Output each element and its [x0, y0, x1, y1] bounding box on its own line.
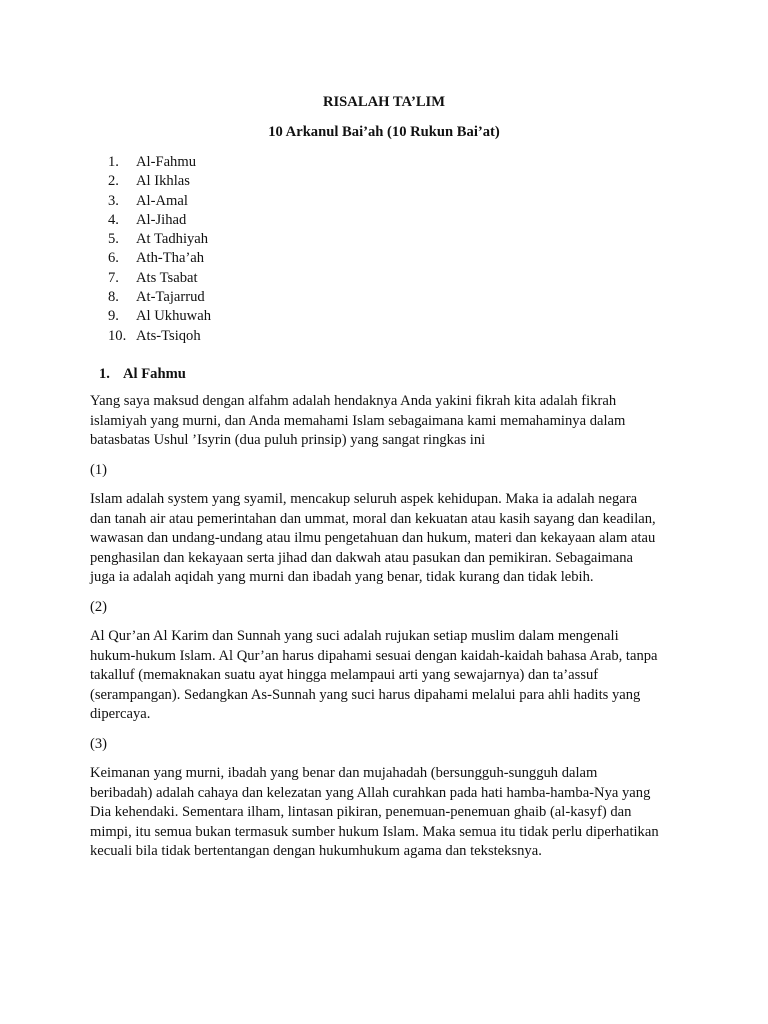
toc-item: [108, 211, 211, 230]
toc-item-number: 4.: [108, 211, 119, 228]
toc-item-number: 3.: [108, 192, 119, 209]
paragraph-line: Keimanan yang murni, ibadah yang benar dan mujahadah (bersungguh-sungguh dalam: [90, 765, 598, 781]
toc-item-label: Ats Tsabat: [136, 269, 198, 286]
paragraph-line: (serampangan). Sedangkan As-Sunnah yang suci harus dipahami melalui para ahli hadits yang: [90, 686, 641, 703]
document-subtitle: 10 Arkanul Bai’ah (10 Rukun Bai’at): [268, 124, 500, 140]
toc-item-label: Al-Amal: [136, 192, 188, 209]
toc-item: [108, 307, 211, 326]
paragraph-marker-2: (2): [90, 599, 108, 615]
paragraph-line: Al Qur’an Al Karim dan Sunnah yang suci adalah rujukan setiap muslim dalam mengenali: [90, 628, 619, 644]
section-heading: [99, 365, 186, 383]
toc-item-number: 2.: [108, 173, 119, 190]
toc-list: [108, 153, 211, 346]
paragraph-line: kecuali bila tidak bertentangan dengan hukumhukum agama dan teksteksnya.: [90, 843, 542, 859]
toc-item-label: Ath-Tha’ah: [136, 250, 205, 267]
toc-item-label: Al Ikhlas: [136, 173, 190, 190]
paragraph-line: hukum-hukum Islam. Al Qur’an harus dipahami sesuai dengan kaidah-kaidah bahasa Arab, tanpa: [90, 647, 658, 664]
paragraph-2: [90, 627, 690, 725]
paragraph-line: dan tanah air atau pemerintahan dan ummat, moral dan kekuatan atau kasih sayang dan keadilan,: [90, 510, 656, 527]
toc-item: [108, 327, 211, 346]
section-heading-number: 1.: [99, 366, 110, 382]
toc-item-number: 9.: [108, 308, 119, 325]
paragraph-line: mimpi, itu semua bukan termasuk sumber hukum Islam. Maka semua itu tidak perlu diperhatikan: [90, 823, 659, 840]
paragraph-line: wawasan dan undang-undang atau ilmu pengetahuan dan hukum, materi dan kekayaan alam atau: [90, 530, 656, 546]
toc-item: [108, 153, 211, 172]
toc-item-number: 6.: [108, 250, 119, 267]
paragraph-line: penghasilan dan kekayaan serta jihad dan dakwah atau pasukan dan pemikiran. Sebagaimana: [90, 549, 634, 566]
toc-item-number: 5.: [108, 231, 119, 248]
paragraph-line: Yang saya maksud dengan alfahm adalah hendaknya Anda yakini fikrah kita adalah fikrah: [90, 393, 617, 409]
section-heading-label: Al Fahmu: [123, 366, 186, 382]
paragraph-line: juga ia adalah aqidah yang murni dan ibadah yang benar, tidak kurang dan tidak lebih.: [90, 569, 594, 585]
paragraph-marker-3: (3): [90, 736, 108, 752]
toc-item-label: Ats-Tsiqoh: [136, 327, 201, 344]
toc-item: [108, 172, 211, 191]
toc-item-label: Al-Jihad: [136, 211, 187, 228]
toc-item-number: 7.: [108, 269, 119, 286]
toc-item: [108, 249, 211, 268]
paragraph-line: takalluf (memaknakan suatu ayat hingga melampaui arti yang sewajarnya) dan ta’assuf: [90, 667, 599, 683]
paragraph-line: islamiyah yang murni, dan Anda memahami Islam sebagaimana kami memahaminya dalam: [90, 412, 626, 429]
toc-item-label: Al-Fahmu: [136, 154, 196, 170]
toc-item-number: 8.: [108, 289, 119, 306]
intro-paragraph: [90, 392, 690, 451]
paragraph-1: [90, 490, 690, 588]
document-title: RISALAH TA’LIM: [322, 94, 446, 110]
toc-item: [108, 288, 211, 307]
paragraph-line: beribadah) adalah cahaya dan kelezatan yang Allah curahkan pada hati hamba-hamba-Nya yang: [90, 784, 651, 801]
paragraph-line: dipercaya.: [90, 706, 151, 722]
paragraph-line: Dia kehendaki. Sementara ilham, lintasan pikiran, penemuan-penemuan ghaib (al-kasyf) dan: [90, 804, 632, 820]
toc-item-number: 10.: [108, 327, 127, 344]
toc-item-label: Al Ukhuwah: [136, 308, 211, 325]
toc-item: [108, 269, 211, 288]
paragraph-3: [90, 764, 690, 862]
toc-item-number: 1.: [108, 154, 119, 170]
toc-item: [108, 230, 211, 249]
paragraph-line: Islam adalah system yang syamil, mencakup seluruh aspek kehidupan. Maka ia adalah negara: [90, 491, 638, 507]
toc-item-label: At Tadhiyah: [136, 231, 209, 248]
paragraph-line: batasbatas Ushul ’Isyrin (dua puluh prinsip) yang sangat ringkas ini: [90, 432, 486, 448]
toc-item: [108, 192, 211, 211]
toc-item-label: At-Tajarrud: [136, 289, 205, 306]
paragraph-marker-1: (1): [90, 462, 108, 478]
